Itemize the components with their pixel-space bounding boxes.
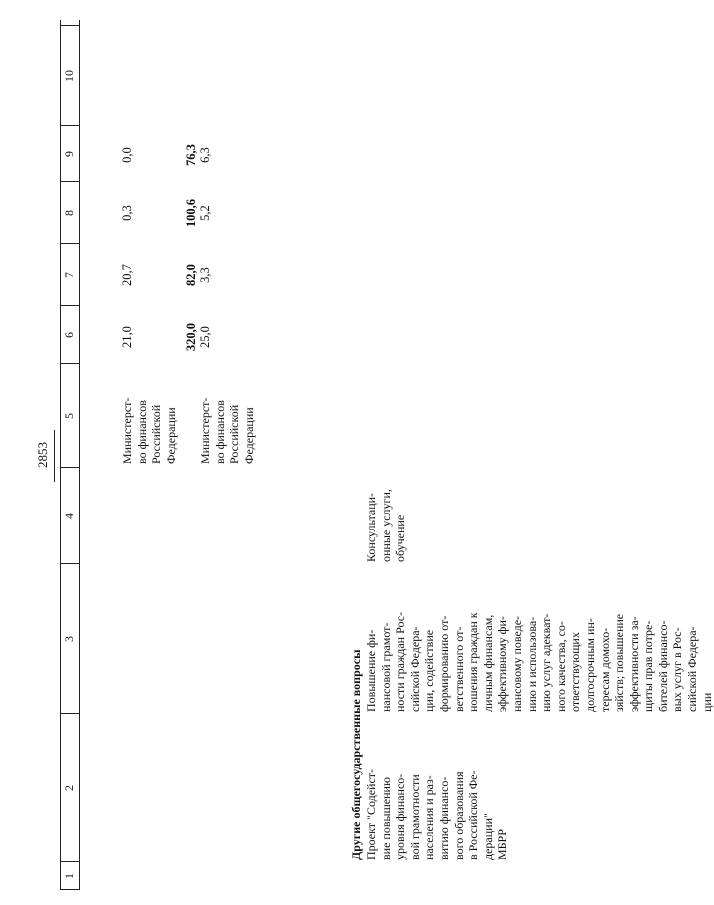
row1-col8: 0,3 bbox=[120, 205, 134, 221]
col-header-10: 10 bbox=[62, 70, 76, 82]
col-sep bbox=[60, 25, 79, 26]
project-services: Консультаци- онные услуги, обучение bbox=[364, 489, 408, 562]
page-number-rule bbox=[54, 430, 55, 482]
project-goal: Повышение фи- нансовой грамот- ности граждан Рос- сийской Федера- ции, содействие формированию от- ветственного от- ношения граждан к личным финансам, эффективному фи- нансовому поведе- нию и использова- нию услуг адекват- ного качества, со- ответствующих долгосрочным ин- тересам домохо- зяйств; повышение эффективности за- щиты прав потре- бителей финансо- вых услуг в Рос- сийской Федера- ции bbox=[364, 611, 714, 712]
row1-col9: 0,0 bbox=[120, 147, 134, 163]
row2-col8: 100,6 bbox=[184, 198, 198, 228]
row3-col6: 25,0 bbox=[198, 326, 212, 348]
col-header-3: 3 bbox=[62, 636, 76, 642]
row3-agency: Министерст- во финансов Российской Федерации bbox=[198, 397, 256, 464]
row3-col7: 3,3 bbox=[198, 267, 212, 283]
row3-col9: 6,3 bbox=[198, 147, 212, 163]
col-header-8: 8 bbox=[62, 210, 76, 216]
row2-col9: 76,3 bbox=[184, 144, 198, 166]
header-bottom-rule bbox=[79, 20, 80, 890]
col-header-1: 1 bbox=[62, 873, 76, 879]
col-header-2: 2 bbox=[62, 785, 76, 791]
col-header-6: 6 bbox=[62, 332, 76, 338]
col-header-5: 5 bbox=[62, 413, 76, 419]
col-header-7: 7 bbox=[62, 272, 76, 278]
section-title: Другие общегосударственные вопросы bbox=[349, 649, 363, 860]
row1-agency: Министерст- во финансов Российской Федерации bbox=[120, 397, 178, 464]
col-header-4: 4 bbox=[62, 513, 76, 519]
project-name: Проект "Содейст- вие повышению уровня финансо- вой грамотности населения и раз- витию финансо- вого образования в Российской Фе- дерации" МБРР bbox=[364, 768, 510, 860]
rotated-document-page bbox=[30, 20, 714, 890]
row1-col7: 20,7 bbox=[120, 264, 134, 286]
column-header-row bbox=[60, 20, 79, 890]
page-number: 2853 bbox=[35, 442, 50, 468]
row2-col6: 320,0 bbox=[184, 322, 198, 352]
row2-col7: 82,0 bbox=[184, 264, 198, 286]
row3-col8: 5,2 bbox=[198, 205, 212, 221]
row1-col6: 21,0 bbox=[120, 326, 134, 348]
col-header-9: 9 bbox=[62, 151, 76, 157]
